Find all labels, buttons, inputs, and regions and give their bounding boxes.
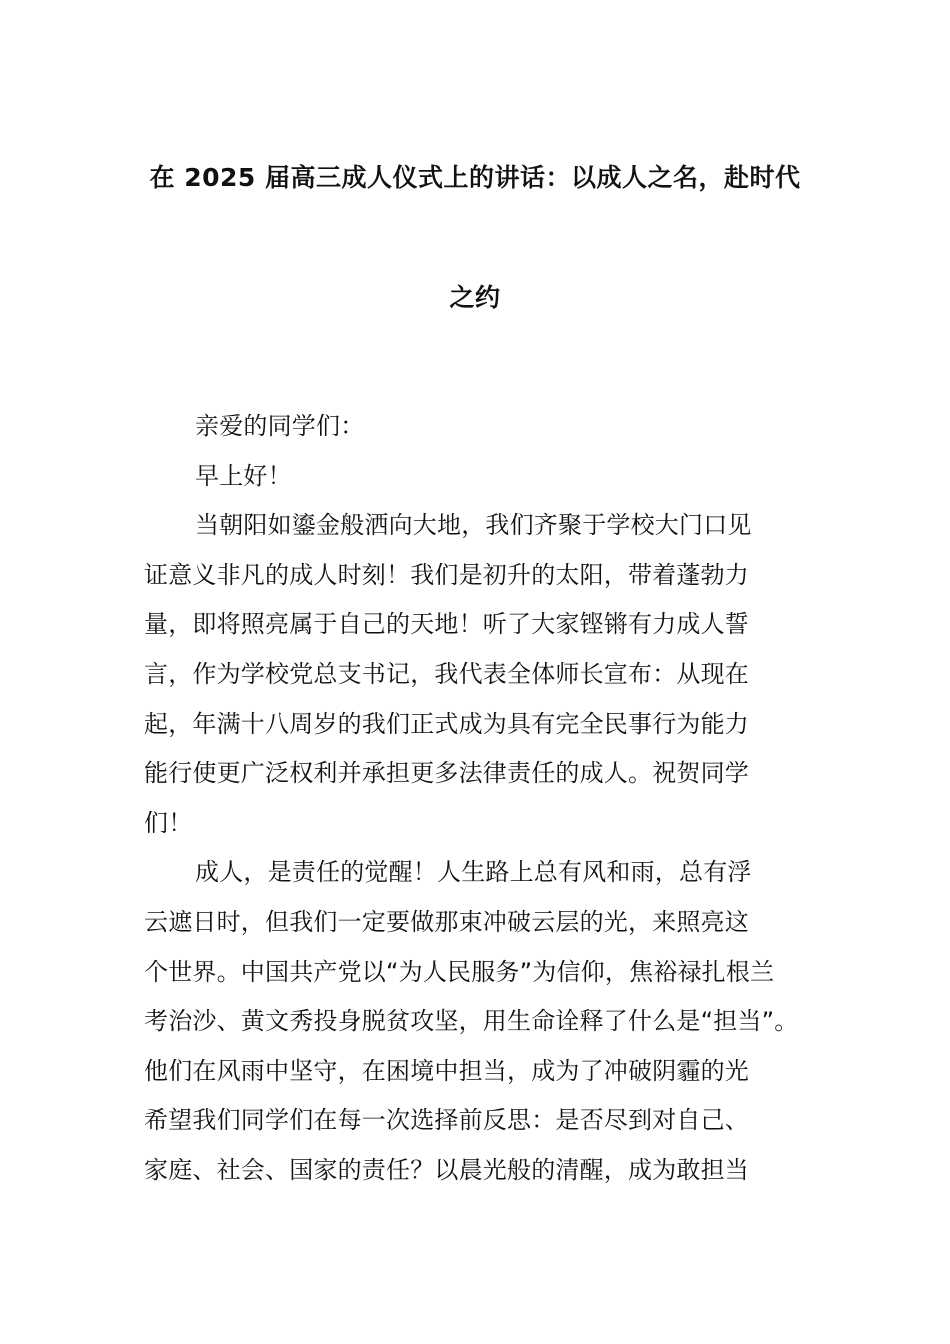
document-body [144, 402, 812, 1196]
body-line: 云遮日时，但我们一定要做那束冲破云层的光，来照亮这 [144, 907, 749, 936]
body-line: 他们在风雨中坚守，在困境中担当，成为了冲破阴霾的光 [144, 1056, 749, 1085]
body-line: 们！ [144, 808, 193, 837]
body-line: 言，作为学校党总支书记，我代表全体师长宣布：从现在 [144, 659, 749, 688]
body-line: 家庭、社会、国家的责任？以晨光般的清醒，成为敢担当 [144, 1155, 749, 1184]
body-line: 当朝阳如鎏金般洒向大地，我们齐聚于学校大门口见 [195, 511, 752, 540]
body-line: 希望我们同学们在每一次选择前反思：是否尽到对自己、 [144, 1106, 749, 1135]
body-line: 成人，是责任的觉醒！人生路上总有风和雨，总有浮 [195, 858, 752, 887]
body-line: 能行使更广泛权利并承担更多法律责任的成人。祝贺同学 [144, 759, 749, 788]
body-line: 早上好！ [195, 461, 292, 490]
document-title-line-1: 在 2025 届高三成人仪式上的讲话：以成人之名，赴时代 [149, 163, 801, 192]
body-line: 考治沙、黄文秀投身脱贫攻坚，用生命诠释了什么是“担当”。 [144, 1007, 799, 1036]
body-line: 亲爱的同学们： [195, 412, 365, 440]
body-line: 个世界。中国共产党以“为人民服务”为信仰，焦裕禄扎根兰 [144, 957, 775, 986]
body-line: 证意义非凡的成人时刻！我们是初升的太阳，带着蓬勃力 [144, 560, 749, 589]
document-title-line-2: 之约 [449, 283, 501, 312]
body-line: 量，即将照亮属于自己的天地！听了大家铿锵有力成人誓 [144, 610, 749, 639]
body-line: 起，年满十八周岁的我们正式成为具有完全民事行为能力 [144, 709, 749, 738]
